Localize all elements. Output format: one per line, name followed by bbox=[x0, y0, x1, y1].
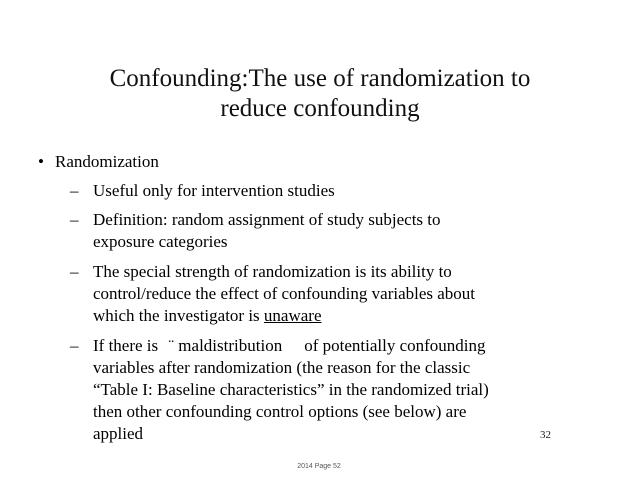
sub-bullet-2-line-1: Definition: random assignment of study subjects to bbox=[93, 210, 441, 229]
sub-bullet-4-quote: ¨ m bbox=[168, 336, 192, 355]
underlined-unaware: unaware bbox=[263, 306, 322, 325]
dash-marker: – bbox=[70, 210, 79, 229]
sub-bullet-4-line-2: variables after randomization (the reason for the classic bbox=[93, 358, 471, 377]
sub-bullet-3-line-2: control/reduce the effect of confounding variables about bbox=[93, 284, 476, 303]
sub-bullet-3-line-3-prefix: which the investigator is bbox=[93, 306, 264, 325]
sub-bullet-4-line-1-a: If there is bbox=[93, 336, 163, 355]
slide-title bbox=[60, 64, 580, 124]
sub-bullet-4-line-5: applied bbox=[93, 424, 144, 443]
page-footer: 2014 Page 52 bbox=[297, 463, 341, 470]
sub-bullet-1-text: Useful only for intervention studies bbox=[93, 181, 335, 200]
title-line-1: Confounding:The use of randomization to bbox=[109, 65, 531, 92]
dash-marker: – bbox=[70, 262, 79, 281]
sub-bullet-4-line-3: “Table I: Baseline characteristics” in the randomized trial) bbox=[93, 380, 489, 399]
sub-bullet-2-line-2: exposure categories bbox=[93, 232, 228, 251]
title-line-2: reduce confounding bbox=[220, 95, 420, 122]
sub-bullet-3-line-1: The special strength of randomization is its ability to bbox=[93, 262, 452, 281]
sub-bullet-4-line-4: then other confounding control options (see below) are bbox=[93, 402, 467, 421]
slide-page-number: 32 bbox=[540, 429, 551, 441]
dash-marker: – bbox=[70, 336, 79, 355]
sub-bullet-4-line-1-c: of potentially confounding bbox=[304, 336, 486, 355]
bullet-marker: • bbox=[38, 152, 44, 171]
sub-bullet-3-line-3 bbox=[93, 305, 553, 327]
sub-bullet-4-maldistribution: aldistribution bbox=[191, 336, 283, 355]
bullet-label: Randomization bbox=[55, 152, 159, 171]
dash-marker: – bbox=[70, 181, 79, 200]
sub-bullet-4-line-1 bbox=[93, 335, 553, 357]
